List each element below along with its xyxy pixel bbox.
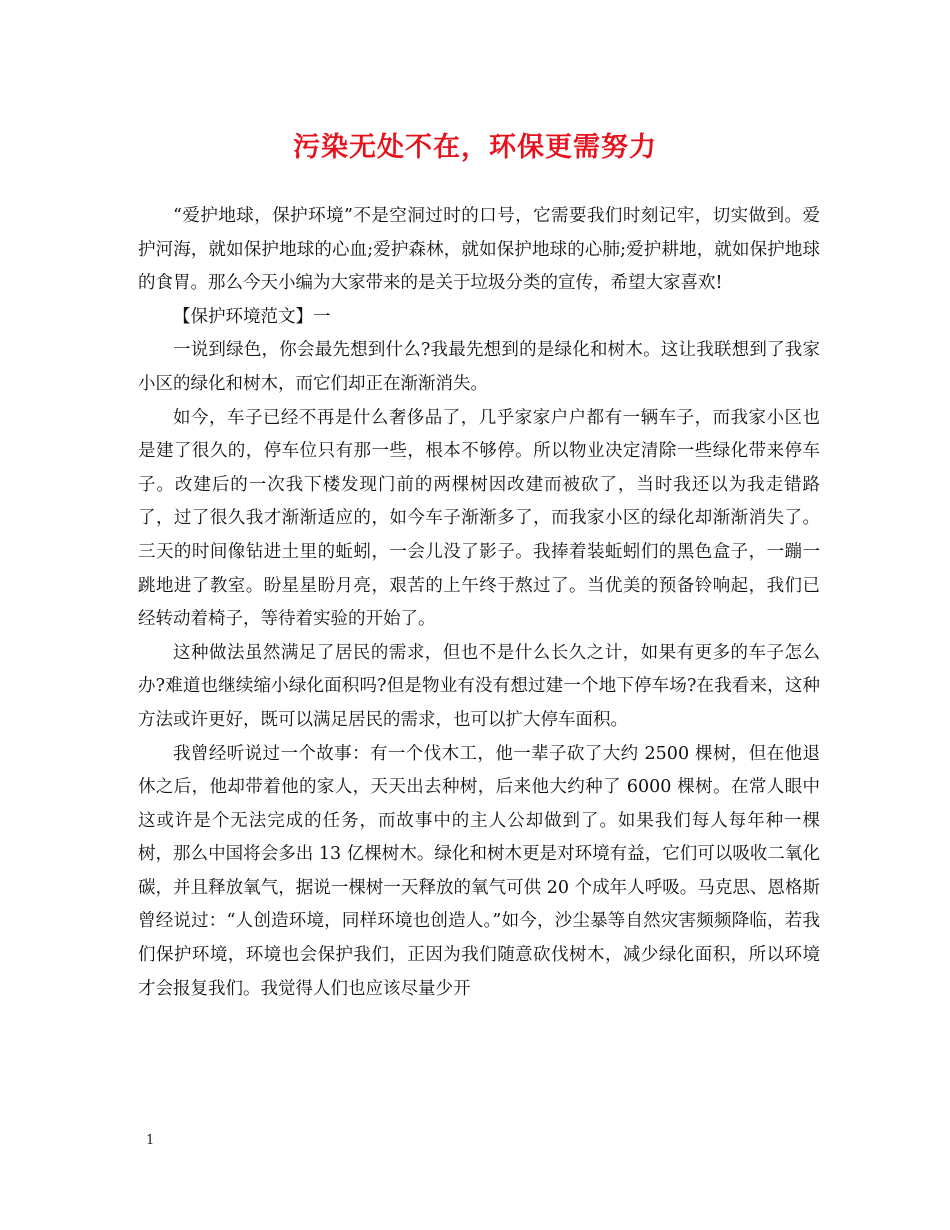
section-heading: 【保护环境范文】一 bbox=[173, 306, 331, 327]
paragraph: 这种做法虽然满足了居民的需求，但也不是什么长久之计，如果有更多的车子怎么办?难道也继续缩小绿化面积吗?但是物业有没有想过建一个地下停车场?在我看来，这种方法或许更好，既可以满足居民的需求，也可以扩大停车面积。 bbox=[138, 642, 820, 730]
paragraph: 一说到绿色，你会最先想到什么?我最先想到的是绿化和树木。这让我联想到了我家小区的绿化和树木，而它们却正在渐渐消失。 bbox=[138, 340, 820, 394]
paragraph-intro: “爱护地球，保护环境”不是空洞过时的口号，它需要我们时刻记牢，切实做到。爱护河海，就如保护地球的心血;爱护森林，就如保护地球的心肺;爱护耕地，就如保护地球的食胃。那么今天小编为大家带来的是关于垃圾分类的宣传，希望大家喜欢! bbox=[138, 206, 820, 294]
document-title: 污染无处不在，环保更需努力 bbox=[293, 132, 657, 163]
paragraph: 如今，车子已经不再是什么奢侈品了，几乎家家户户都有一辆车子，而我家小区也是建了很久的，停车位只有那一些，根本不够停。所以物业决定清除一些绿化带来停车子。改建后的一次我下楼发现门前的两棵树因改建而被砍了，当时我还以为我走错路了，过了很久我才渐渐适应的，如今车子渐渐多了，而我家小区的绿化却渐渐消失了。三天的时间像钻进土里的蚯蚓，一会儿没了影子。我捧着装蚯蚓们的黑色盒子，一蹦一跳地进了教室。盼星星盼月亮，艰苦的上午终于熬过了。当优美的预备铃响起，我们已经转动着椅子，等待着实验的开始了。 bbox=[138, 407, 820, 630]
document-body bbox=[138, 200, 820, 1006]
paragraph: 我曾经听说过一个故事：有一个伐木工，他一辈子砍了大约 2500 棵树，但在他退休之后，他却带着他的家人，天天出去种树，后来他大约种了 6000 棵树。在常人眼中这或许是个无法完成的任务，而故事中的主人公却做到了。如果我们每人每年种一棵树，那么中国将会多出 13 亿棵树木。绿化和树木更是对环境有益，它们可以吸收二氧化碳，并且释放氧气，据说一棵树一天释放的氧气可供 20 个成年人呼吸。马克思、恩格斯曾经说过：“人创造环境，同样环境也创造人。”如今，沙尘暴等自然灾害频频降临，若我们保护环境，环境也会保护我们，正因为我们随意砍伐树木，减少绿化面积，所以环境才会报复我们。我觉得人们也应该尽量少开 bbox=[138, 743, 820, 999]
page-number: 1 bbox=[146, 1133, 155, 1148]
